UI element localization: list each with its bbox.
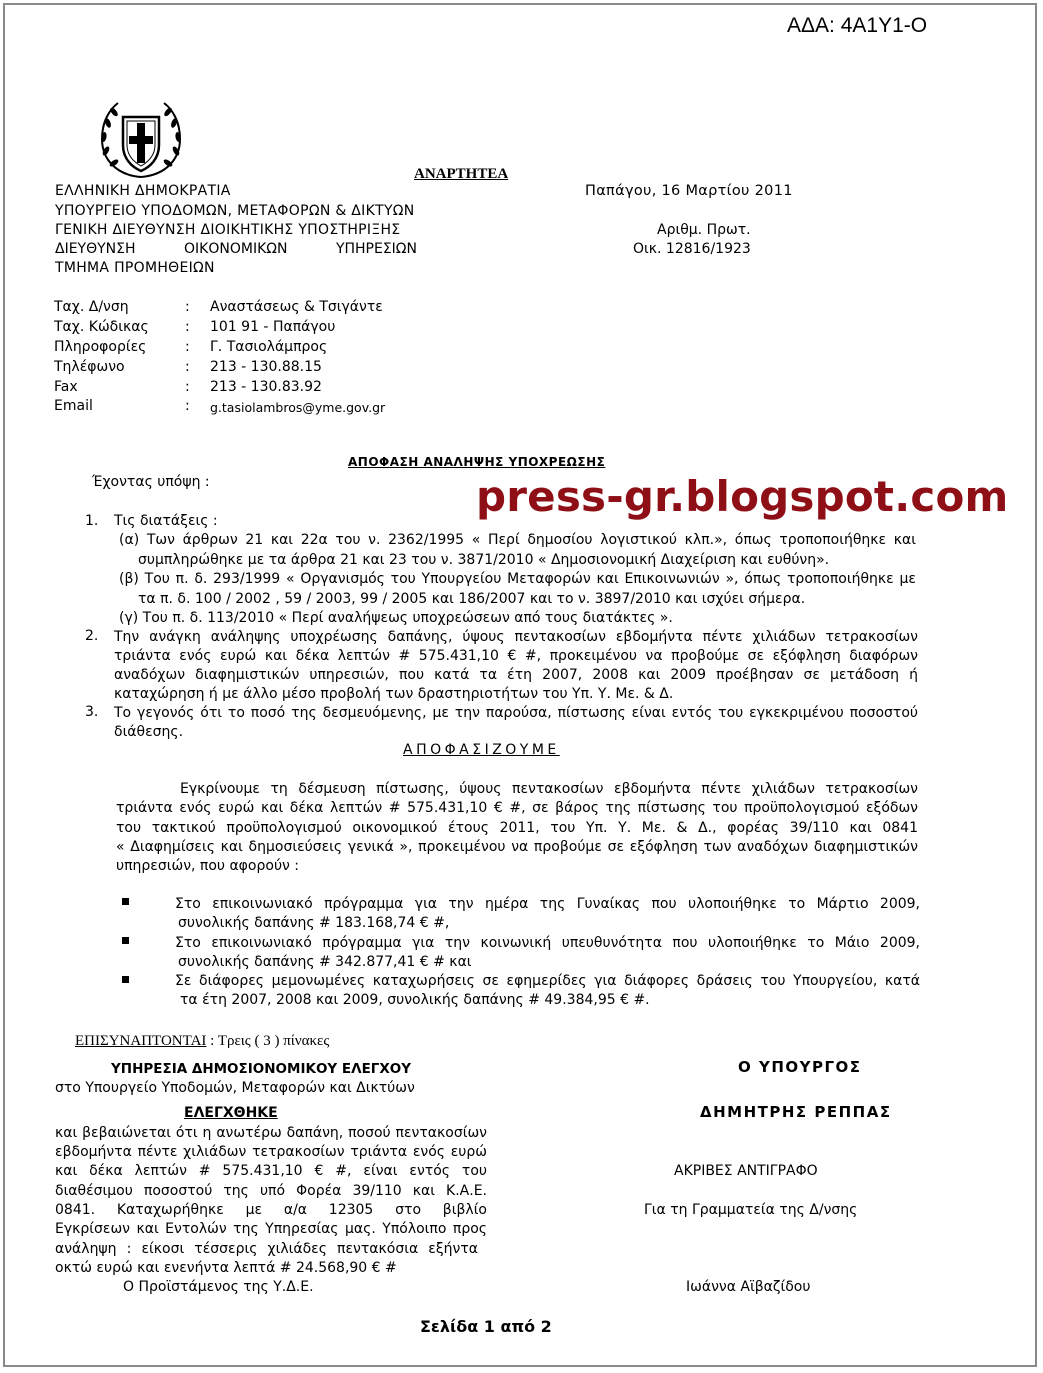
audit-line: οκτώ ευρώ και ενενήντα λεπτά # 24.568,90 € # [55, 1260, 397, 1276]
minister-title: Ο ΥΠΟΥΡΓΟΣ [738, 1058, 862, 1076]
audit-service-subtitle: στο Υπουργείο Υποδομών, Μεταφορών και Δικτύων [55, 1080, 415, 1096]
contact-label: Πληροφορίες [54, 339, 147, 355]
paragraph-line: Την ανάγκη ανάληψης υποχρέωσης δαπάνης, ύψους πεντακοσίων εβδομήντα πέντε χιλιάδων τετρακοσίων [114, 629, 918, 645]
bullet-line: τα έτη 2007, 2008 και 2009, συνολικής δαπάνης # 49.384,95 € #. [180, 992, 650, 1008]
header-directorate-word1: ΔΙΕΥΘΥΝΣΗ [55, 241, 136, 257]
header-directorate-word2: ΟΙΚΟΝΟΜΙΚΩΝ [184, 241, 288, 257]
ada-code: ΑΔΑ: 4Α1Υ1-Ο [787, 14, 928, 37]
contact-label: Fax [54, 379, 78, 395]
contact-colon: : [185, 379, 190, 395]
document-date: Παπάγου, 16 Μαρτίου 2011 [585, 183, 793, 199]
contact-colon: : [185, 319, 190, 335]
paragraph-line: « Διαφημίσεις και δημοσιεύσεις γενικά », προκειμένου να προβούμε σε εξόφληση των αναδόχων διαφημιστικών [116, 839, 918, 855]
contact-label: Ταχ. Δ/νση [54, 299, 129, 315]
contact-label: Ταχ. Κώδικας [54, 319, 149, 335]
paragraph-line: υπηρεσιών, που αφορούν : [116, 858, 300, 874]
paragraph-line: τριάντα ενός ευρώ και δέκα λεπτών # 575.431,10 € #, σε βάρος της πίστωσης του προϋπολογισμού εξόδων [116, 800, 918, 816]
audit-service-title: ΥΠΗΡΕΣΙΑ ΔΗΜΟΣΙΟΝΟΜΙΚΟΥ ΕΛΕΓΧΟΥ [111, 1061, 412, 1077]
attachments [75, 1033, 329, 1050]
paragraph-line: (α) Των άρθρων 21 και 22α του ν. 2362/1995 « Περί δημοσίου λογιστικού κλπ.», όπως τροποποιήθηκε και [119, 532, 916, 548]
paragraph-line: (β) Του π. δ. 293/1999 « Οργανισμός του Υπουργείου Μεταφορών και Επικοινωνιών », όπως τροποποιήθηκε με [119, 571, 916, 587]
paragraph-line: συμπληρώθηκε με τα άρθρα 21 και 23 του ν. 3871/2010 « Δημοσιονομική Διαχείριση και ευθύνη». [138, 552, 830, 568]
contact-colon: : [185, 359, 190, 375]
contact-value: 213 - 130.83.92 [210, 379, 322, 395]
greek-coat-of-arms-icon [96, 99, 186, 181]
contact-value: 101 91 - Παπάγου [210, 319, 336, 335]
contact-colon: : [185, 299, 190, 315]
contact-value: Γ. Τασιολάμπρος [210, 339, 328, 355]
paragraph-line: Το γεγονός ότι το ποσό της δεσμευόμενης, με την παρούσα, πίστωσης είναι εντός του εγκεκριμένου ποσοστού [114, 705, 918, 721]
contact-value: Αναστάσεως & Τσιγάντε [210, 299, 383, 315]
bullet-line: συνολικής δαπάνης # 183.168,74 € #, [178, 915, 450, 931]
paragraph-line: διάθεσης. [114, 724, 184, 740]
paragraph-line: (γ) Του π. δ. 113/2010 « Περί αναλήψεως υποχρεώσεων από τους διατάκτες ». [119, 610, 673, 626]
secretariat: Για τη Γραμματεία της Δ/νσης [644, 1202, 858, 1218]
paragraph-line: καταχώρηση ή με άλλο μέσο προβολή των δραστηριοτήτων του Υπ. Υ. Με. & Δ. [114, 686, 674, 702]
watermark: press-gr.blogspot.com [476, 472, 1009, 521]
audit-head: Ο Προϊστάμενος της Υ.Δ.Ε. [123, 1279, 314, 1295]
contact-label: Email [54, 398, 93, 414]
header-ministry: ΥΠΟΥΡΓΕΙΟ ΥΠΟΔΟΜΩΝ, ΜΕΤΑΦΟΡΩΝ & ΔΙΚΤΥΩΝ [55, 203, 415, 219]
attachments-label: ΕΠΙΣΥΝΑΠΤΟΝΤΑΙ [75, 1033, 207, 1049]
audit-line: ανάληψη : είκοσι τέσσερις χιλιάδες πεντακόσια εξήντα [55, 1241, 478, 1257]
header-republic: ΕΛΛΗΝΙΚΗ ΔΗΜΟΚΡΑΤΙΑ [55, 183, 231, 199]
contact-value: 213 - 130.88.15 [210, 359, 322, 375]
protocol-label: Αριθμ. Πρωτ. [657, 222, 751, 238]
paragraph-line: Εγκρίνουμε τη δέσμευση πίστωσης, ύψους πεντακοσίων εβδομήντα πέντε χιλιάδων τετρακοσίων [180, 781, 918, 797]
bullet-line: Σε διάφορες μεμονωμένες καταχωρήσεις σε εφημερίδες για διάφορες δράσεις του Υπουργείου, κατά [175, 973, 920, 989]
audit-line: και βεβαιώνεται ότι η ανωτέρω δαπάνη, ποσού πεντακοσίων [55, 1125, 487, 1141]
paragraph-line: τα π. δ. 100 / 2002 , 59 / 2003, 99 / 2005 και 186/2007 και το ν. 3897/2010 και ισχύει σήμερα. [138, 591, 806, 607]
paragraph-line: αναδόχων διαφημιστικών υπηρεσιών, που κατά τα έτη 2007, 2008 και 2009 προέβησαν σε μετάδοση ή [114, 667, 918, 683]
item-text: Τις διατάξεις : [114, 513, 218, 529]
contact-label: Τηλέφωνο [54, 359, 125, 375]
bullet-icon [122, 937, 129, 944]
header-directorate [55, 241, 417, 257]
posting-notice: ΑΝΑΡΤΗΤΕΑ [414, 166, 509, 182]
decision-title: ΑΠΟΦΑΣΗ ΑΝΑΛΗΨΗΣ ΥΠΟΧΡΕΩΣΗΣ [348, 455, 606, 469]
audit-line: και δέκα λεπτών # 575.431,10 € #, είναι εντός του [55, 1163, 487, 1179]
paragraph-line: του τακτικού προϋπολογισμού οικονομικού έτους 2011, του Υπ. Υ. Με. & Δ., φορέας 39/110 και 0841 [116, 820, 918, 836]
item-number: 2. [85, 628, 99, 644]
contact-colon: : [185, 398, 190, 414]
attachments-value: : Τρεις ( 3 ) πίνακες [206, 1033, 330, 1049]
contact-colon: : [185, 339, 190, 355]
bullet-icon [122, 976, 129, 983]
we-decide-heading: ΑΠΟΦΑΣΙΖΟΥΜΕ [403, 742, 560, 758]
header-general-directorate: ΓΕΝΙΚΗ ΔΙΕΥΘΥΝΣΗ ΔΙΟΙΚΗΤΙΚΗΣ ΥΠΟΣΤΗΡΙΞΗΣ [55, 222, 401, 238]
true-copy: ΑΚΡΙΒΕΣ ΑΝΤΙΓΡΑΦΟ [674, 1163, 818, 1179]
minister-name: ΔΗΜΗΤΡΗΣ ΡΕΠΠΑΣ [700, 1103, 892, 1121]
item-number: 1. [85, 513, 99, 529]
audit-line: διαθέσιμου ποσοστού της υπό Φορέα 39/110 και Κ.Α.Ε. [55, 1183, 487, 1199]
audit-line: Εγκρίσεων και Εντολών της Υπηρεσίας μας. Υπόλοιπο προς [55, 1221, 487, 1237]
protocol-number: Οικ. 12816/1923 [633, 241, 751, 257]
audit-line: εβδομήντα πέντε χιλιάδων τετρακοσίων τριάντα ενός ευρώ [55, 1144, 487, 1160]
bullet-line: Στο επικοινωνιακό πρόγραμμα για την κοινωνική υπευθυνότητα που υλοποιήθηκε το Μάιο 2009, [175, 935, 920, 951]
paragraph-line: τριάντα ενός ευρώ και δέκα λεπτών # 575.431,10 € #, προκειμένου να προβούμε σε εξόφληση διαφόρων [114, 648, 918, 664]
having-regard: Έχοντας υπόψη : [92, 474, 210, 490]
header-directorate-word3: ΥΠΗΡΕΣΙΩΝ [335, 241, 417, 257]
item-number: 3. [85, 704, 99, 720]
audit-line: 0841. Καταχωρήθηκε με α/α 12305 στο βιβλίο [55, 1202, 487, 1218]
bullet-line: Στο επικοινωνιακό πρόγραμμα για την ημέρα της Γυναίκας που υλοποιήθηκε το Μάρτιο 2009, [175, 896, 920, 912]
bullet-line: συνολικής δαπάνης # 342.877,41 € # και [178, 954, 472, 970]
page-number: Σελίδα 1 από 2 [420, 1317, 552, 1336]
clerk-name: Ιωάννα Αϊβαζίδου [686, 1279, 811, 1295]
header-department: ΤΜΗΜΑ ΠΡΟΜΗΘΕΙΩΝ [55, 260, 215, 276]
bullet-icon [122, 898, 129, 905]
contact-email: g.tasiolambros@yme.gov.gr [210, 400, 386, 415]
checked-label: ΕΛΕΓΧΘΗΚΕ [184, 1105, 278, 1121]
